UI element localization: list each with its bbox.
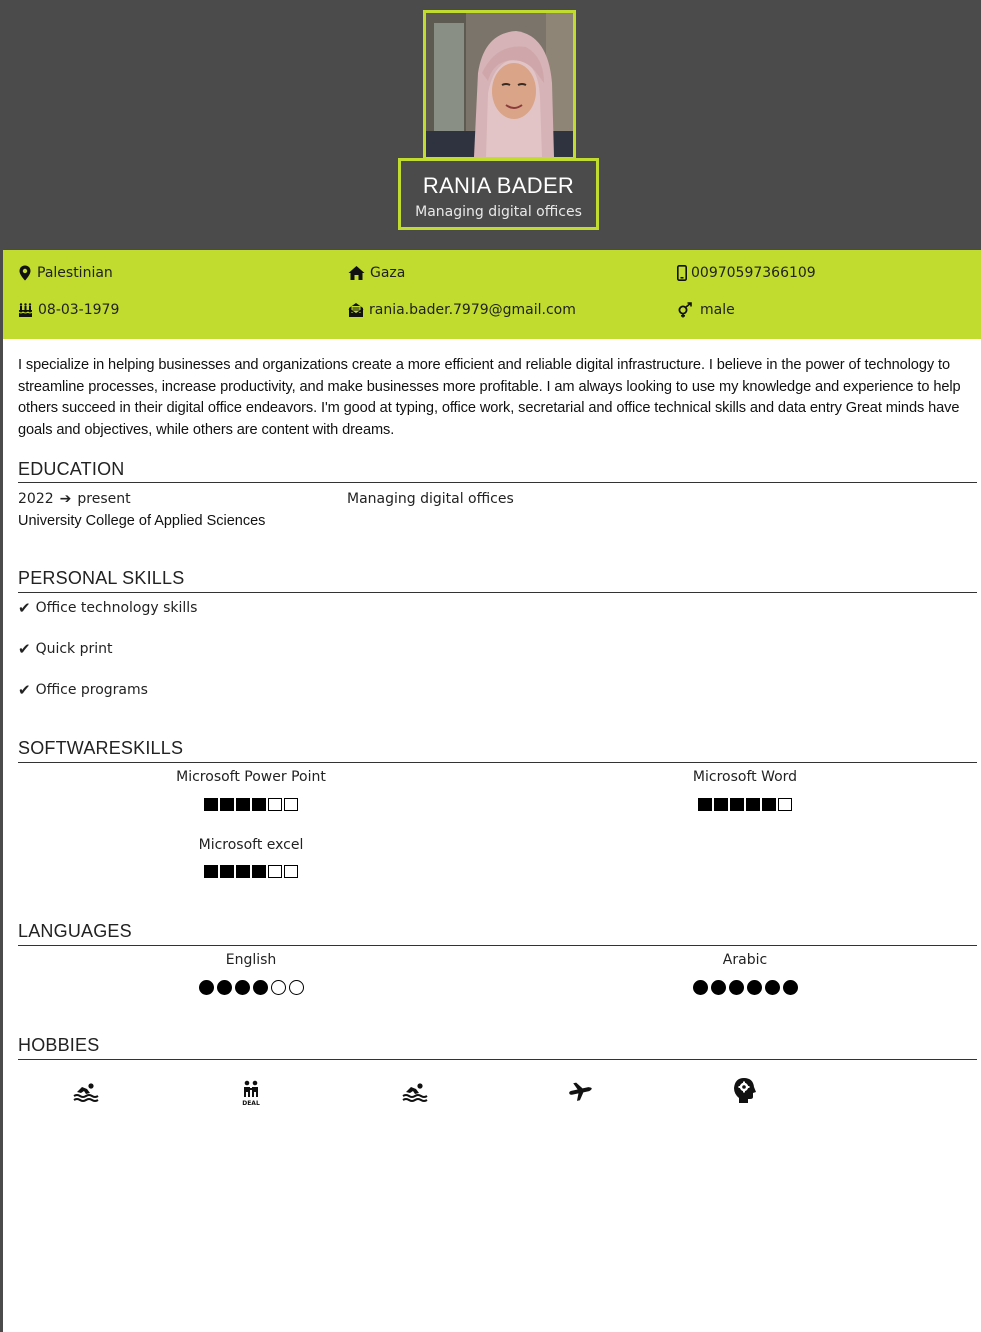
mobile-phone-icon [677,265,687,281]
languages-heading: LANGUAGES [18,921,132,941]
software-skill-rating [204,798,298,811]
rating-dot-empty [289,980,304,995]
rating-square-filled [220,798,234,811]
swimming-icon [72,1077,100,1105]
rating-dot-filled [765,980,780,995]
personal-skill-item [18,640,113,658]
rating-square-empty [284,798,298,811]
gender-text: male [700,302,735,318]
info-nationality [18,265,113,281]
education-heading: EDUCATION [18,459,125,479]
rating-square-filled [204,865,218,878]
language-name: Arabic [722,952,768,968]
info-gender [677,302,735,318]
info-city [348,265,405,281]
personal-skill-item [18,681,148,699]
swimming-icon [401,1077,429,1105]
candidate-name: RANIA BADER [422,173,575,198]
personal-skills-divider [18,592,977,593]
rating-dot-filled [711,980,726,995]
handshake-deal-icon [237,1079,265,1107]
check-icon: ✔ [18,681,31,699]
education-degree: Managing digital offices [347,491,514,507]
home-icon [348,265,365,281]
personal-skill-label: Office programs [35,682,148,698]
software-skills-divider [18,762,977,763]
language-rating [693,980,798,995]
education-school: University College of Applied Sciences [18,513,266,529]
envelope-open-icon [348,302,364,318]
education-start: 2022 [18,491,54,507]
rating-square-filled [714,798,728,811]
name-box [398,158,599,230]
check-icon: ✔ [18,640,31,658]
software-skill-rating [698,798,792,811]
rating-square-filled [730,798,744,811]
rating-square-filled [204,798,218,811]
rating-square-filled [252,798,266,811]
about-paragraph: I specialize in helping businesses and organizations create a more efficient and reliable digital infrastructure. I believe in the power of technology to streamline processes, increase productivity, and make businesses more profitable. I am always looking to use my knowledge and experience to help others succeed in their digital office endeavors. I'm good at typing, office work, secretarial and office technical skills and data entry Great minds have goals and objectives, while others are content with dreams. [18,357,961,438]
city-text: Gaza [370,265,406,281]
rating-dot-filled [217,980,232,995]
languages-divider [18,945,977,946]
education-end: present [77,491,131,507]
rating-dot-filled [235,980,250,995]
info-birthdate [18,302,119,318]
rating-square-empty [268,865,282,878]
rating-dot-empty [271,980,286,995]
rating-dot-filled [693,980,708,995]
software-skill-name: Microsoft excel [198,837,304,853]
rating-dot-filled [729,980,744,995]
software-skill-name: Microsoft Word [692,769,798,785]
rating-dot-filled [747,980,762,995]
nationality-text: Palestinian [37,265,113,281]
rating-dot-filled [199,980,214,995]
rating-square-filled [236,798,250,811]
software-skill-rating [204,865,298,878]
contact-info-bar [3,250,981,339]
rating-square-empty [778,798,792,811]
rating-dot-filled [253,980,268,995]
personal-skill-label: Office technology skills [35,600,198,616]
birthdate-text: 08-03-1979 [38,302,120,318]
info-email [348,302,576,318]
education-dates [18,491,131,507]
rating-square-filled [698,798,712,811]
rating-square-empty [284,865,298,878]
birthday-cake-icon [18,302,33,318]
arrow-right-icon: ➔ [59,491,72,507]
gender-icon [677,302,695,318]
education-divider [18,482,977,483]
hobbies-heading: HOBBIES [18,1035,100,1055]
language-name: English [225,952,277,968]
map-marker-icon [18,265,32,281]
hobbies-divider [18,1059,977,1060]
profile-photo [423,10,576,160]
airplane-icon [566,1077,594,1105]
rating-square-filled [220,865,234,878]
personal-skills-heading: PERSONAL SKILLS [18,568,185,588]
rating-square-filled [746,798,760,811]
software-skill-name: Microsoft Power Point [176,769,326,785]
software-skills-heading: SOFTWARESKILLS [18,738,184,758]
head-gear-icon [730,1076,758,1104]
rating-square-filled [236,865,250,878]
phone-text[interactable]: 00970597366109 [691,265,816,281]
email-text[interactable]: rania.bader.7979@gmail.com [369,302,576,318]
profile-photo-image [426,13,573,157]
language-rating [199,980,304,995]
rating-square-filled [252,865,266,878]
rating-square-filled [762,798,776,811]
svg-text:DEAL: DEAL [242,1100,260,1107]
rating-square-empty [268,798,282,811]
info-phone [677,265,816,281]
rating-dot-filled [783,980,798,995]
personal-skill-item [18,599,197,617]
candidate-title: Managing digital offices [415,204,582,220]
header [3,0,981,250]
personal-skill-label: Quick print [35,641,113,657]
check-icon: ✔ [18,599,31,617]
